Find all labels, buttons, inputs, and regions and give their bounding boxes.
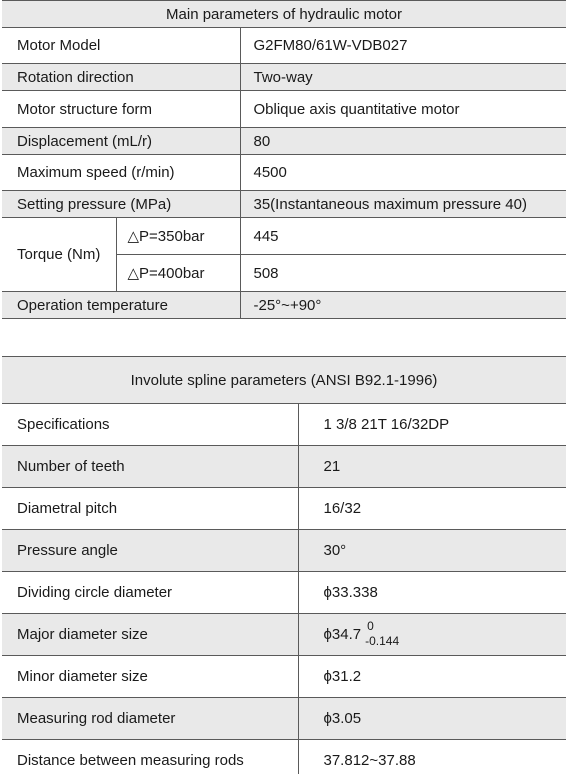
row-label: Minor diameter size — [2, 656, 298, 698]
row-label: Dividing circle diameter — [2, 572, 298, 614]
torque-sub-label: △P=350bar — [116, 218, 240, 255]
torque-label: Torque (Nm) — [2, 218, 116, 292]
row-value: ϕ33.338 — [298, 572, 566, 614]
hydraulic-motor-table — [2, 0, 566, 319]
tolerance-upper: 0 — [367, 618, 374, 633]
row-label: Major diameter size — [2, 614, 298, 656]
row-value: ϕ31.2 — [298, 656, 566, 698]
row-label: Setting pressure (MPa) — [2, 191, 240, 218]
row-value — [298, 614, 566, 656]
row-label: Maximum speed (r/min) — [2, 155, 240, 191]
row-label: Distance between measuring rods — [2, 740, 298, 774]
row-value: 80 — [240, 128, 566, 155]
torque-sub-label: △P=400bar — [116, 255, 240, 292]
tolerance — [365, 618, 411, 648]
row-label: Diametral pitch — [2, 488, 298, 530]
row-label: Rotation direction — [2, 64, 240, 91]
major-diameter-value: ϕ34.7 — [323, 625, 362, 643]
row-label: Specifications — [2, 404, 298, 446]
row-value: 1 3/8 21T 16/32DP — [298, 404, 566, 446]
row-value: G2FM80/61W-VDB027 — [240, 28, 566, 64]
row-label: Measuring rod diameter — [2, 698, 298, 740]
spline-parameters-table — [2, 356, 566, 774]
row-label: Motor Model — [2, 28, 240, 64]
row-value: 21 — [298, 446, 566, 488]
row-label: Pressure angle — [2, 530, 298, 572]
row-label: Number of teeth — [2, 446, 298, 488]
torque-value: 508 — [240, 255, 566, 292]
row-label: Motor structure form — [2, 91, 240, 128]
table-title: Involute spline parameters (ANSI B92.1-1996) — [2, 357, 566, 404]
tolerance-lower: -0.144 — [365, 633, 400, 648]
row-label: Operation temperature — [2, 292, 240, 319]
torque-value: 445 — [240, 218, 566, 255]
row-value: 35(Instantaneous maximum pressure 40) — [240, 191, 566, 218]
row-value: Two-way — [240, 64, 566, 91]
row-value: -25°~+90° — [240, 292, 566, 319]
table-title: Main parameters of hydraulic motor — [2, 1, 566, 28]
row-value: 4500 — [240, 155, 566, 191]
row-value: Oblique axis quantitative motor — [240, 91, 566, 128]
row-value: 16/32 — [298, 488, 566, 530]
row-value: 37.812~37.88 — [323, 752, 416, 770]
row-label: Displacement (mL/r) — [2, 128, 240, 155]
row-value: ϕ3.05 — [298, 698, 566, 740]
row-value: 30° — [298, 530, 566, 572]
